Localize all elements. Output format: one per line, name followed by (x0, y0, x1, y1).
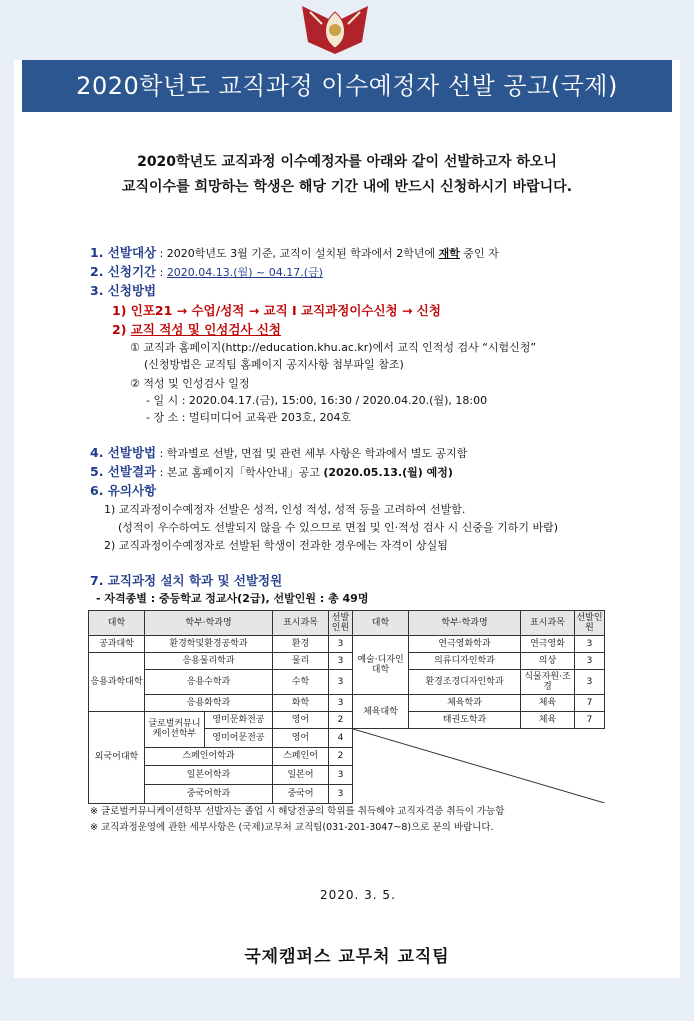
section-1: 1. 선발대상 : 2020학년도 3월 기준, 교직이 설치된 학과에서 2학년에 재학 중인 자 (90, 245, 499, 260)
section-3-detail-4: - 일 시 : 2020.04.17.(금), 15:00, 16:30 / 2020.04.20.(월), 18:00 (146, 394, 488, 407)
table-row: 응용과학대학 응용물리학과 물리 3 의류디자인학과 의상 3 (89, 653, 605, 670)
section-4: 4. 선발방법 : 학과별로 선발, 면접 및 관련 세부 사항은 학과에서 별도 공지함 (90, 445, 468, 460)
title-banner: 2020학년도 교직과정 이수예정자 선발 공고(국제) (22, 60, 672, 112)
table-row: 응용수학과 수학 3 환경조경디자인학과 식물자원·조경 3 (89, 670, 605, 695)
table-row: 스페인어학과 스페인어 2 (89, 747, 605, 766)
section-2: 2. 신청기간 : 2020.04.13.(월) ~ 04.17.(금) (90, 264, 323, 279)
section-3-step-2: 2) 교직 적성 및 인성검사 신청 (112, 322, 281, 337)
section-3-step-1: 1) 인포21 → 수업/성적 → 교직 I 교직과정이수신청 → 신청 (112, 303, 441, 318)
table-row: 중국어학과 중국어 3 (89, 784, 605, 803)
section-3-detail-2: (신청방법은 교직팀 홈페이지 공지사항 첨부파일 참조) (144, 358, 404, 371)
empty-cell-diagonal (353, 729, 605, 803)
table-row: 응용화학과 화학 3 체육대학 체육학과 체육 7 (89, 695, 605, 712)
issue-date: 2020. 3. 5. (320, 888, 396, 902)
section-3-detail-3: ② 적성 및 인성검사 일정 (130, 377, 250, 390)
issuer-signature: 국제캠퍼스 교무처 교직팀 (244, 947, 450, 967)
section-3: 3. 신청방법 (90, 283, 157, 298)
section-7-sub: - 자격종별 : 중등학교 정교사(2급), 선발인원 : 총 49명 (96, 592, 369, 605)
footnotes: ※ 글로벌커뮤니케이션학부 선발자는 졸업 시 해당전공의 학위를 취득해야 교직자격증 취득이 가능함 ※ 교직과정운영에 관한 세부사항은 (국제)교무처 교직팀(031-201-3047~8)으로 문의 바랍니다. (90, 806, 505, 833)
section-7: 7. 교직과정 설치 학과 및 선발정원 (90, 573, 283, 588)
university-emblem-icon (292, 2, 378, 56)
table-header: 대학 학부·학과명 표시과목 선발인원 대학 학부·학과명 표시과목 선발인원 (89, 611, 605, 636)
section-6-item-1-note: (성적이 우수하여도 선발되지 않을 수 있으므로 면접 및 인·적성 검사 시 신중을 기하기 바람) (118, 521, 559, 534)
section-3-detail-1: ① 교직과 홈페이지(http://education.khu.ac.kr)에서 교직 인적성 검사 “시험신청” (130, 341, 537, 354)
table-row: 영미어문전공 영어 4 (89, 729, 605, 748)
section-6-item-2: 2) 교직과정이수예정자로 선발된 학생이 전과한 경우에는 자격이 상실됨 (104, 539, 448, 552)
intro-text: 2020학년도 교직과정 이수예정자를 아래와 같이 선발하고자 하오니 교직이수를 희망하는 학생은 해당 기간 내에 반드시 신청하시기 바랍니다. (121, 154, 573, 195)
section-3-detail-5: - 장 소 : 멀티미디어 교육관 203호, 204호 (146, 411, 352, 424)
section-6: 6. 유의사항 (90, 483, 157, 498)
table-row: 공과대학 환경학및환경공학과 환경 3 예술·디자인대학 연극영화학과 연극영화 3 (89, 636, 605, 653)
table-row: 일본어학과 일본어 3 (89, 766, 605, 785)
section-5: 5. 선발결과 : 본교 홈페이지「학사안내」공고 (2020.05.13.(월) 예정) (90, 464, 453, 479)
section-6-item-1: 1) 교직과정이수예정자 선발은 성적, 인성 적성, 성적 등을 고려하여 선발함. (104, 503, 466, 516)
selection-table (88, 610, 605, 804)
table-row: 외국어대학 글로벌커뮤니케이션학부 영미문화전공 영어 2 태권도학과 체육 7 (89, 712, 605, 729)
